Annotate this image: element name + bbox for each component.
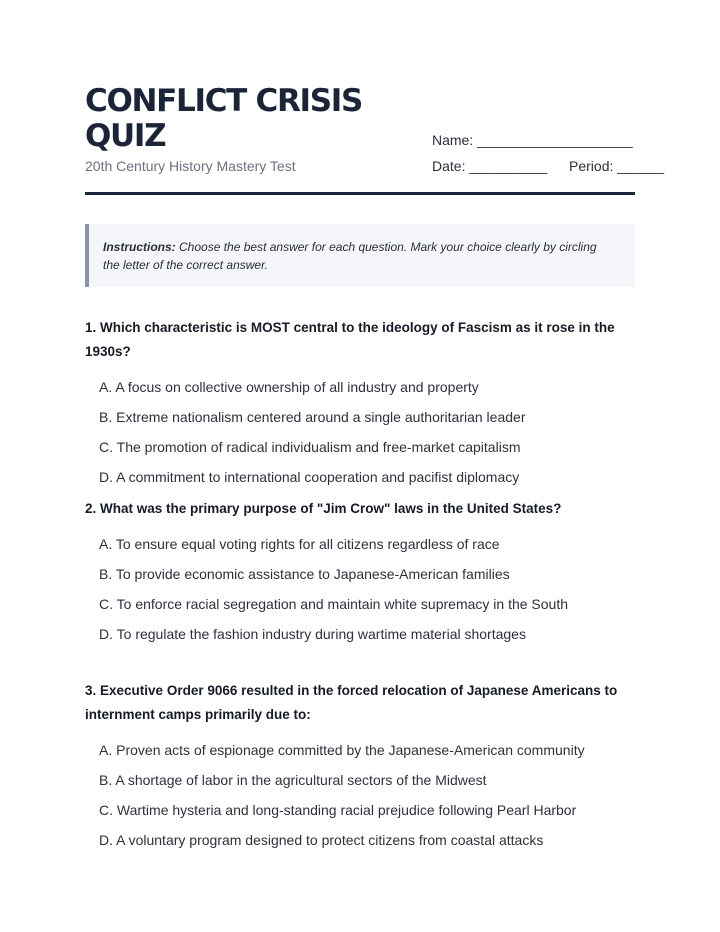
option-a[interactable]: A. Proven acts of espionage committed by the Japanese-American community	[99, 742, 585, 758]
instructions-label: Instructions:	[103, 240, 176, 254]
page-title: CONFLICT CRISIS QUIZ	[85, 83, 363, 154]
period-label: Period:	[569, 158, 614, 174]
instructions-text: Choose the best answer for each question. Mark your choice clearly by circling the letter of the correct answer.	[103, 240, 597, 272]
option-c[interactable]: C. The promotion of radical individualism and free-market capitalism	[99, 439, 521, 455]
option-b[interactable]: B. To provide economic assistance to Japanese-American families	[99, 566, 510, 582]
date-period-fields	[432, 158, 664, 174]
option-d[interactable]: D. To regulate the fashion industry during wartime material shortages	[99, 626, 526, 642]
option-b[interactable]: B. Extreme nationalism centered around a single authoritarian leader	[99, 409, 526, 425]
answer-options	[99, 735, 645, 855]
answer-options	[99, 372, 645, 492]
header-divider	[85, 192, 635, 195]
option-b[interactable]: B. A shortage of labor in the agricultural sectors of the Midwest	[99, 772, 487, 788]
question-text: 2. What was the primary purpose of "Jim Crow" laws in the United States?	[85, 501, 562, 516]
name-label: Name:	[432, 132, 474, 148]
option-c[interactable]: C. Wartime hysteria and long-standing racial prejudice following Pearl Harbor	[99, 802, 577, 818]
question-text: 3. Executive Order 9066 resulted in the forced relocation of Japanese Americans to internment camps primarily due to:	[85, 683, 618, 722]
answer-options	[99, 529, 645, 649]
name-blank: ____________________	[477, 132, 633, 148]
question-1	[85, 316, 645, 492]
option-a[interactable]: A. To ensure equal voting rights for all citizens regardless of race	[99, 536, 500, 552]
option-c[interactable]: C. To enforce racial segregation and maintain white supremacy in the South	[99, 596, 569, 612]
question-3	[85, 679, 645, 855]
name-field[interactable]	[432, 132, 633, 148]
option-a[interactable]: A. A focus on collective ownership of all industry and property	[99, 379, 479, 395]
option-d[interactable]: D. A voluntary program designed to protect citizens from coastal attacks	[99, 832, 544, 848]
question-2	[85, 497, 645, 649]
period-blank[interactable]: ______	[617, 158, 664, 174]
question-text: 1. Which characteristic is MOST central to the ideology of Fascism as it rose in the 1930s?	[85, 320, 615, 359]
instructions-box	[85, 224, 635, 287]
date-label: Date:	[432, 158, 466, 174]
date-blank[interactable]: __________	[469, 158, 548, 174]
page-subtitle: 20th Century History Mastery Test	[85, 158, 296, 174]
quiz-header	[85, 83, 664, 184]
option-d[interactable]: D. A commitment to international cooperation and pacifist diplomacy	[99, 469, 520, 485]
